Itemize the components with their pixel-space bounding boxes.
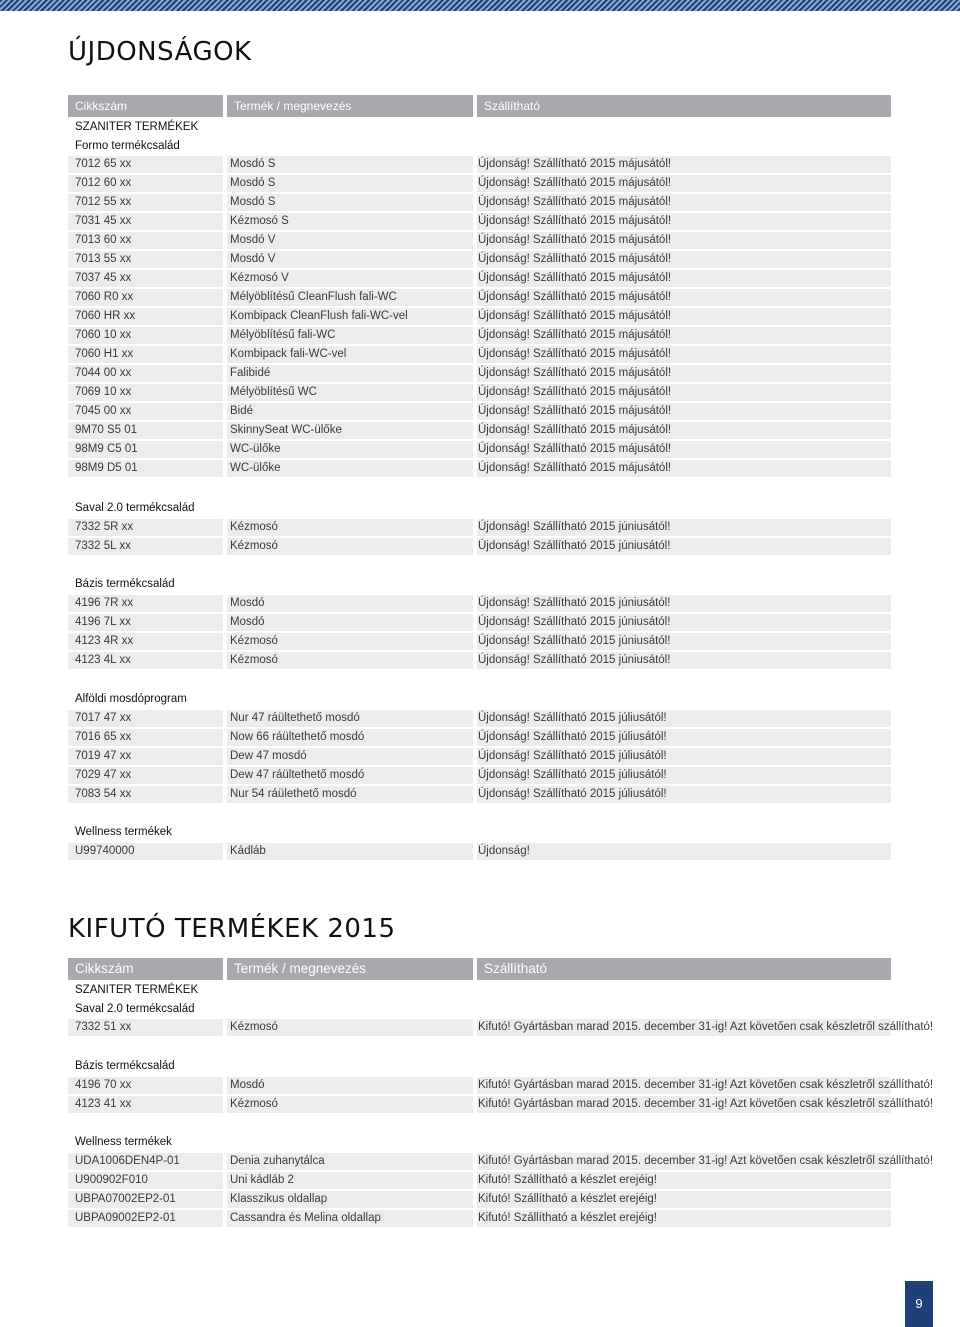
availability-cell: Újdonság! [478,845,530,857]
column-separator [473,422,477,439]
article-number-cell: 7012 65 xx [75,158,132,170]
article-number-cell: 7045 00 xx [75,405,132,417]
availability-cell: Kifutó! Gyártásban marad 2015. december 31-ig! Azt követően csak készletről szállítható! [478,1155,934,1167]
article-number-cell: 7069 10 xx [75,386,132,398]
article-number-cell: 7031 45 xx [75,215,132,227]
availability-cell: Újdonság! Szállítható 2015 júliusától! [478,731,667,743]
group-label: Wellness termékek [75,1136,172,1148]
article-number-cell: 7019 47 xx [75,750,132,762]
column-separator [223,519,227,536]
table-row [68,156,891,173]
page-number: 9 [905,1281,933,1327]
table-row [68,422,891,439]
new-products-title: ÚJDONSÁGOK [68,37,252,67]
article-number-cell: UBPA07002EP2-01 [75,1193,176,1205]
category-label: SZANITER TERMÉKEK [75,984,199,996]
column-separator [223,614,227,631]
column-separator [223,422,227,439]
article-number-cell: 7060 R0 xx [75,291,134,303]
availability-cell: Újdonság! Szállítható 2015 májusától! [478,234,672,246]
column-separator [473,1077,477,1094]
table-row [68,1019,934,1036]
availability-cell: Újdonság! Szállítható 2015 májusától! [478,329,672,341]
table-row [68,1077,934,1094]
table-row [68,538,891,555]
table-row [68,1210,891,1227]
column-separator [223,1210,227,1227]
product-name-cell: Mosdó [230,616,265,628]
availability-cell: Újdonság! Szállítható 2015 májusától! [478,253,672,265]
availability-cell: Újdonság! Szállítható 2015 májusától! [478,310,672,322]
article-number-cell: 98M9 C5 01 [75,443,138,455]
column-separator [223,1153,227,1170]
table-row [68,1172,891,1189]
article-number-cell: 7044 00 xx [75,367,132,379]
product-name-cell: Nur 54 ráülethető mosdó [230,788,357,800]
availability-cell: Újdonság! Szállítható 2015 júniusától! [478,540,671,552]
column-separator [473,194,477,211]
column-separator [223,270,227,287]
product-name-cell: Kézmosó [230,1021,278,1033]
column-separator [473,538,477,555]
column-separator [223,633,227,650]
new-group-alfoldi [68,710,891,805]
article-number-cell: 7016 65 xx [75,731,132,743]
column-separator [473,403,477,420]
outgoing-group-bazis [68,1077,934,1115]
availability-cell: Újdonság! Szállítható 2015 júliusától! [478,712,667,724]
outgoing-group-saval [68,1019,934,1038]
table-row [68,251,891,268]
column-separator [473,710,477,727]
availability-cell: Újdonság! Szállítható 2015 májusától! [478,348,672,360]
header-availability: Szállítható [477,958,891,980]
article-number-cell: 4123 41 xx [75,1098,132,1110]
column-separator [473,633,477,650]
column-separator [473,213,477,230]
table-row [68,595,891,612]
product-name-cell: Nur 47 ráültethető mosdó [230,712,360,724]
availability-cell: Újdonság! Szállítható 2015 májusától! [478,386,672,398]
group-label: Alföldi mosdóprogram [75,693,187,705]
product-name-cell: Kézmosó [230,540,278,552]
new-group-bazis-label-block [68,575,891,594]
article-number-cell: 7012 60 xx [75,177,132,189]
column-separator [473,1210,477,1227]
availability-cell: Kifutó! Szállítható a készlet erejéig! [478,1193,657,1205]
article-number-cell: 4196 7R xx [75,597,134,609]
column-separator [223,595,227,612]
column-separator [473,786,477,803]
column-separator [223,365,227,382]
product-name-cell: WC-ülőke [230,462,281,474]
group-label: Wellness termékek [75,826,172,838]
new-products-table-header [68,95,891,117]
new-group-alfoldi-label-block [68,690,891,709]
column-separator [223,289,227,306]
table-row [68,232,891,249]
column-separator [223,403,227,420]
article-number-cell: 7029 47 xx [75,769,132,781]
column-separator [223,843,227,860]
article-number-cell: 7060 HR xx [75,310,136,322]
availability-cell: Újdonság! Szállítható 2015 májusától! [478,196,672,208]
table-row [68,213,891,230]
column-separator [223,175,227,192]
product-name-cell: Dew 47 mosdó [230,750,307,762]
column-separator [223,1096,227,1113]
column-separator [473,1019,477,1036]
table-row [68,460,891,477]
table-row [68,729,891,746]
product-name-cell: Klasszikus oldallap [230,1193,328,1205]
table-row [68,175,891,192]
article-number-cell: U99740000 [75,845,135,857]
header-product-name: Termék / megnevezés [227,95,473,117]
availability-cell: Újdonság! Szállítható 2015 májusától! [478,462,672,474]
new-group-wellness-label-block [68,823,891,842]
article-number-cell: 7013 55 xx [75,253,132,265]
table-row [68,270,891,287]
article-number-cell: 4123 4L xx [75,654,131,666]
column-separator [223,384,227,401]
product-name-cell: Falibidé [230,367,271,379]
table-row [68,786,891,803]
product-name-cell: Cassandra és Melina oldallap [230,1212,381,1224]
column-separator [223,327,227,344]
table-row [68,327,891,344]
column-separator [223,1172,227,1189]
column-separator [223,786,227,803]
column-separator [223,767,227,784]
availability-cell: Újdonság! Szállítható 2015 júliusától! [478,750,667,762]
column-separator [223,441,227,458]
product-name-cell: Mélyöblítésű fali-WC [230,329,336,341]
column-separator [473,595,477,612]
column-separator [473,441,477,458]
table-row [68,843,891,860]
new-group-saval-label-block [68,499,891,518]
column-separator [473,270,477,287]
availability-cell: Újdonság! Szállítható 2015 júniusától! [478,635,671,647]
article-number-cell: 9M70 S5 01 [75,424,138,436]
table-row [68,1153,934,1170]
product-name-cell: Mosdó S [230,196,276,208]
table-row [68,365,891,382]
column-separator [223,460,227,477]
table-row [68,194,891,211]
column-separator [223,748,227,765]
column-separator [223,538,227,555]
column-separator [223,1191,227,1208]
availability-cell: Újdonság! Szállítható 2015 májusától! [478,367,672,379]
new-group-bazis [68,595,891,671]
column-separator [473,1172,477,1189]
availability-cell: Újdonság! Szállítható 2015 júniusától! [478,521,671,533]
column-separator [473,289,477,306]
header-article-number: Cikkszám [68,95,223,117]
availability-cell: Újdonság! Szállítható 2015 májusától! [478,272,672,284]
article-number-cell: 7332 51 xx [75,1021,132,1033]
availability-cell: Újdonság! Szállítható 2015 májusától! [478,158,672,170]
availability-cell: Kifutó! Gyártásban marad 2015. december 31-ig! Azt követően csak készletről szállítható! [478,1079,934,1091]
article-number-cell: 7332 5L xx [75,540,131,552]
table-row [68,1191,891,1208]
table-row [68,767,891,784]
table-row [68,748,891,765]
article-number-cell: 7037 45 xx [75,272,132,284]
table-row [68,633,891,650]
column-separator [223,710,227,727]
category-label: SZANITER TERMÉKEK [75,121,199,133]
outgoing-products-table-header [68,958,891,980]
product-name-cell: Kézmosó [230,635,278,647]
column-separator [223,346,227,363]
header-article-number: Cikkszám [68,958,223,980]
column-separator [473,346,477,363]
new-products-category-block [68,118,891,156]
column-separator [223,232,227,249]
header-product-name: Termék / megnevezés [227,958,473,980]
product-name-cell: WC-ülőke [230,443,281,455]
product-name-cell: Denia zuhanytálca [230,1155,325,1167]
outgoing-group-wellness-label-block [68,1133,891,1152]
article-number-cell: 7060 H1 xx [75,348,134,360]
availability-cell: Újdonság! Szállítható 2015 júliusától! [478,769,667,781]
availability-cell: Kifutó! Szállítható a készlet erejéig! [478,1174,657,1186]
header-availability: Szállítható [477,95,891,117]
group-label: Bázis termékcsalád [75,578,175,590]
product-name-cell: Kézmosó V [230,272,289,284]
column-separator [473,232,477,249]
product-name-cell: Kézmosó [230,1098,278,1110]
availability-cell: Újdonság! Szállítható 2015 májusától! [478,405,672,417]
new-group-saval [68,519,891,557]
column-separator [473,384,477,401]
column-separator [223,1019,227,1036]
product-name-cell: Mosdó S [230,177,276,189]
product-name-cell: Kádláb [230,845,266,857]
availability-cell: Újdonság! Szállítható 2015 májusától! [478,424,672,436]
column-separator [223,652,227,669]
column-separator [473,365,477,382]
availability-cell: Kifutó! Gyártásban marad 2015. december 31-ig! Azt követően csak készletről szállítható! [478,1098,934,1110]
article-number-cell: UBPA09002EP2-01 [75,1212,176,1224]
product-name-cell: Mélyöblítésű CleanFlush fali-WC [230,291,397,303]
table-row [68,346,891,363]
table-row [68,710,891,727]
column-separator [473,519,477,536]
column-separator [223,729,227,746]
product-name-cell: Kézmosó [230,521,278,533]
article-number-cell: 4196 70 xx [75,1079,132,1091]
product-name-cell: Dew 47 ráültethető mosdó [230,769,365,781]
column-separator [223,308,227,325]
column-separator [473,251,477,268]
article-number-cell: 98M9 D5 01 [75,462,138,474]
outgoing-group-wellness [68,1153,934,1229]
column-separator [473,843,477,860]
top-decorative-stripe [0,0,960,11]
column-separator [473,1191,477,1208]
product-name-cell: Kézmosó S [230,215,289,227]
article-number-cell: 7332 5R xx [75,521,134,533]
column-separator [223,213,227,230]
availability-cell: Újdonság! Szállítható 2015 júniusától! [478,616,671,628]
article-number-cell: 4196 7L xx [75,616,131,628]
product-name-cell: Now 66 ráültethető mosdó [230,731,365,743]
product-name-cell: Bidé [230,405,254,417]
availability-cell: Kifutó! Gyártásban marad 2015. december 31-ig! Azt követően csak készletről szállítható! [478,1021,934,1033]
article-number-cell: UDA1006DEN4P-01 [75,1155,180,1167]
column-separator [473,156,477,173]
column-separator [223,156,227,173]
availability-cell: Újdonság! Szállítható 2015 májusától! [478,177,672,189]
group-label: Saval 2.0 termékcsalád [75,502,195,514]
group-label: Saval 2.0 termékcsalád [75,1003,195,1015]
column-separator [473,327,477,344]
product-name-cell: Uni kádláb 2 [230,1174,294,1186]
product-name-cell: Kombipack fali-WC-vel [230,348,347,360]
article-number-cell: 4123 4R xx [75,635,134,647]
availability-cell: Újdonság! Szállítható 2015 júniusától! [478,597,671,609]
column-separator [473,614,477,631]
table-row [68,403,891,420]
table-row [68,289,891,306]
product-name-cell: Kombipack CleanFlush fali-WC-vel [230,310,408,322]
product-name-cell: Mosdó V [230,234,276,246]
availability-cell: Újdonság! Szállítható 2015 májusától! [478,291,672,303]
table-row [68,441,891,458]
article-number-cell: 7013 60 xx [75,234,132,246]
availability-cell: Újdonság! Szállítható 2015 májusától! [478,215,672,227]
table-row [68,1096,934,1113]
table-row [68,384,891,401]
article-number-cell: 7017 47 xx [75,712,132,724]
column-separator [223,194,227,211]
product-name-cell: Mosdó [230,1079,265,1091]
outgoing-category-block [68,981,891,1019]
article-number-cell: U900902F010 [75,1174,148,1186]
column-separator [473,767,477,784]
outgoing-group-bazis-label-block [68,1057,891,1076]
group-label: Bázis termékcsalád [75,1060,175,1072]
column-separator [473,652,477,669]
availability-cell: Újdonság! Szállítható 2015 májusától! [478,443,672,455]
availability-cell: Kifutó! Szállítható a készlet erejéig! [478,1212,657,1224]
column-separator [473,1153,477,1170]
product-name-cell: Mélyöblítésű WC [230,386,317,398]
column-separator [473,729,477,746]
availability-cell: Újdonság! Szállítható 2015 júliusától! [478,788,667,800]
table-row [68,519,891,536]
availability-cell: Újdonság! Szállítható 2015 júniusától! [478,654,671,666]
new-group-formo [68,156,891,479]
column-separator [473,1096,477,1113]
column-separator [473,308,477,325]
table-row [68,652,891,669]
article-number-cell: 7083 54 xx [75,788,132,800]
product-name-cell: Mosdó [230,597,265,609]
outgoing-products-title: KIFUTÓ TERMÉKEK 2015 [68,914,396,944]
new-group-wellness [68,843,891,862]
column-separator [473,460,477,477]
product-name-cell: Kézmosó [230,654,278,666]
column-separator [223,1077,227,1094]
group-label: Formo termékcsalád [75,140,180,152]
product-name-cell: Mosdó S [230,158,276,170]
table-row [68,614,891,631]
product-name-cell: SkinnySeat WC-ülőke [230,424,342,436]
column-separator [223,251,227,268]
table-row [68,308,891,325]
product-name-cell: Mosdó V [230,253,276,265]
article-number-cell: 7012 55 xx [75,196,132,208]
column-separator [473,748,477,765]
article-number-cell: 7060 10 xx [75,329,132,341]
column-separator [473,175,477,192]
